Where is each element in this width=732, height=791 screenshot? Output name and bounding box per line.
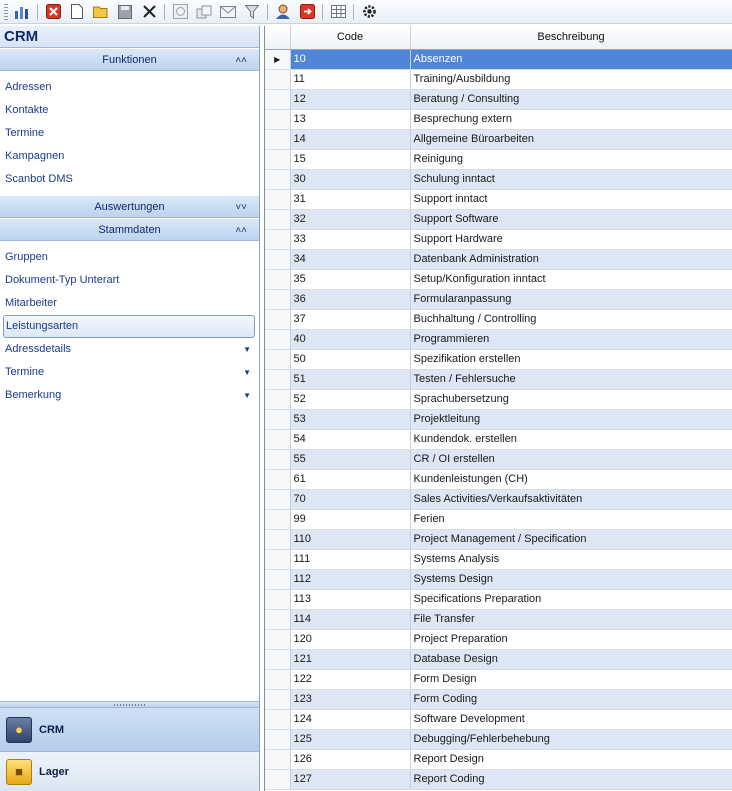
cell-code[interactable]: 12 [290, 89, 410, 109]
nav-item[interactable]: Leistungsarten [3, 315, 255, 338]
section-header-auswertungen[interactable] [0, 195, 259, 218]
cell-beschreibung[interactable]: Spezifikation erstellen [410, 349, 732, 369]
table-row[interactable] [265, 449, 732, 469]
cell-code[interactable]: 33 [290, 229, 410, 249]
cell-code[interactable]: 55 [290, 449, 410, 469]
table-row[interactable] [265, 729, 732, 749]
delete-icon[interactable] [138, 2, 160, 22]
module-label: Lager [39, 765, 69, 778]
cell-beschreibung[interactable]: Report Coding [410, 769, 732, 789]
cell-beschreibung[interactable]: File Transfer [410, 609, 732, 629]
row-header[interactable] [265, 69, 290, 89]
table-row[interactable] [265, 149, 732, 169]
row-header[interactable] [265, 649, 290, 669]
row-header[interactable] [265, 329, 290, 349]
table-row[interactable] [265, 469, 732, 489]
cell-beschreibung[interactable]: Buchhaltung / Controlling [410, 309, 732, 329]
cell-code[interactable]: 32 [290, 209, 410, 229]
cell-beschreibung[interactable]: Debugging/Fehlerbehebung [410, 729, 732, 749]
export-icon[interactable] [296, 2, 318, 22]
table-row[interactable] [265, 229, 732, 249]
row-header[interactable] [265, 209, 290, 229]
cell-code[interactable]: 110 [290, 529, 410, 549]
table-row[interactable] [265, 569, 732, 589]
column-header-beschreibung[interactable]: Beschreibung [410, 26, 732, 49]
table-row[interactable] [265, 329, 732, 349]
table-row[interactable] [265, 769, 732, 789]
row-header[interactable] [265, 749, 290, 769]
funktionen-items [0, 71, 259, 195]
toolbar-grip[interactable] [4, 4, 8, 20]
cell-code[interactable]: 121 [290, 649, 410, 669]
table-row[interactable] [265, 109, 732, 129]
table-row[interactable] [265, 269, 732, 289]
row-header[interactable] [265, 529, 290, 549]
row-header[interactable] [265, 369, 290, 389]
row-header[interactable] [265, 149, 290, 169]
user-icon[interactable] [272, 2, 294, 22]
cell-code[interactable]: 113 [290, 589, 410, 609]
cell-beschreibung[interactable]: Form Coding [410, 689, 732, 709]
section-header-stammdaten[interactable] [0, 218, 259, 241]
cell-beschreibung[interactable]: Report Design [410, 749, 732, 769]
cell-beschreibung[interactable]: Kundenleistungen (CH) [410, 469, 732, 489]
row-header[interactable] [265, 249, 290, 269]
table-row[interactable] [265, 349, 732, 369]
nav-item[interactable]: Gruppen [5, 251, 48, 263]
nav-dropdown-item[interactable] [0, 338, 259, 361]
cell-beschreibung[interactable]: Systems Design [410, 569, 732, 589]
cell-code[interactable]: 34 [290, 249, 410, 269]
collapse-icon[interactable]: ˄˄ [235, 55, 247, 66]
cell-code[interactable]: 126 [290, 749, 410, 769]
grid-body [265, 49, 732, 789]
cell-code[interactable]: 51 [290, 369, 410, 389]
row-header[interactable] [265, 589, 290, 609]
nav-item[interactable]: Dokument-Typ Unterart [5, 274, 120, 286]
cell-code[interactable]: 15 [290, 149, 410, 169]
cell-code[interactable]: 61 [290, 469, 410, 489]
section-label: Auswertungen [94, 201, 165, 213]
cell-code[interactable]: 70 [290, 489, 410, 509]
cell-beschreibung[interactable]: Testen / Fehlersuche [410, 369, 732, 389]
cell-code[interactable]: 37 [290, 309, 410, 329]
grid-icon[interactable] [327, 2, 349, 22]
nav-dropdown-item[interactable] [0, 361, 259, 384]
table-row[interactable] [265, 489, 732, 509]
cell-code[interactable]: 13 [290, 109, 410, 129]
row-header[interactable] [265, 189, 290, 209]
row-header[interactable] [265, 509, 290, 529]
cell-beschreibung[interactable]: Allgemeine Büroarbeiten [410, 129, 732, 149]
row-header[interactable] [265, 409, 290, 429]
module-label: CRM [39, 723, 65, 736]
row-header[interactable] [265, 429, 290, 449]
nav-item[interactable]: Kampagnen [5, 150, 65, 162]
pane-title: CRM [0, 26, 259, 48]
cell-beschreibung[interactable]: Specifications Preparation [410, 589, 732, 609]
row-header[interactable] [265, 349, 290, 369]
cell-beschreibung[interactable]: Support Software [410, 209, 732, 229]
module-button-lager[interactable] [0, 751, 259, 791]
cell-code[interactable]: 40 [290, 329, 410, 349]
email-icon[interactable] [217, 2, 239, 22]
table-row[interactable] [265, 629, 732, 649]
cell-code[interactable]: 99 [290, 509, 410, 529]
settings-icon[interactable] [358, 2, 380, 22]
toolbar-separator [322, 4, 323, 20]
module-button-crm[interactable] [0, 707, 259, 751]
cell-code[interactable]: 125 [290, 729, 410, 749]
cell-code[interactable]: 111 [290, 549, 410, 569]
cell-beschreibung[interactable]: Database Design [410, 649, 732, 669]
crm-module-icon: ● [6, 717, 32, 743]
cell-code[interactable]: 35 [290, 269, 410, 289]
cell-code[interactable]: 10 [290, 49, 410, 69]
cell-code[interactable]: 54 [290, 429, 410, 449]
cell-beschreibung[interactable]: Sales Activities/Verkaufsaktivitäten [410, 489, 732, 509]
row-header[interactable] [265, 469, 290, 489]
stammdaten-items [0, 241, 259, 411]
cell-beschreibung[interactable]: Datenbank Administration [410, 249, 732, 269]
toolbar-separator [267, 4, 268, 20]
row-header[interactable] [265, 449, 290, 469]
cell-code[interactable]: 11 [290, 69, 410, 89]
table-row[interactable] [265, 169, 732, 189]
row-header[interactable] [265, 489, 290, 509]
row-header[interactable] [265, 669, 290, 689]
dropdown-arrow-icon[interactable]: ▼ [243, 345, 251, 354]
cell-code[interactable]: 14 [290, 129, 410, 149]
row-header[interactable] [265, 709, 290, 729]
row-header[interactable] [265, 289, 290, 309]
table-row[interactable] [265, 129, 732, 149]
row-header[interactable]: ▶ [265, 49, 290, 69]
row-header[interactable] [265, 689, 290, 709]
cell-code[interactable]: 36 [290, 289, 410, 309]
cell-code[interactable]: 127 [290, 769, 410, 789]
lager-module-icon: ■ [6, 759, 32, 785]
history-icon[interactable] [169, 2, 191, 22]
cell-beschreibung[interactable]: CR / OI erstellen [410, 449, 732, 469]
toolbar [0, 0, 732, 24]
cell-beschreibung[interactable]: Project Preparation [410, 629, 732, 649]
cell-code[interactable]: 123 [290, 689, 410, 709]
table-row[interactable] [265, 429, 732, 449]
cell-beschreibung[interactable]: Schulung inntact [410, 169, 732, 189]
row-header[interactable] [265, 609, 290, 629]
row-header[interactable] [265, 549, 290, 569]
cell-code[interactable]: 120 [290, 629, 410, 649]
cell-code[interactable]: 50 [290, 349, 410, 369]
save-icon[interactable] [114, 2, 136, 22]
table-row[interactable] [265, 69, 732, 89]
open-folder-icon[interactable] [90, 2, 112, 22]
nav-item-label: Adressdetails [5, 343, 72, 355]
table-row[interactable] [265, 609, 732, 629]
table-row[interactable] [265, 409, 732, 429]
cell-code[interactable]: 31 [290, 189, 410, 209]
navigation-pane [0, 26, 260, 791]
row-header[interactable] [265, 109, 290, 129]
table-row[interactable] [265, 509, 732, 529]
merge-icon[interactable] [193, 2, 215, 22]
nav-item-label: Bemerkung [5, 389, 62, 401]
row-header-corner[interactable] [265, 26, 290, 49]
cell-code[interactable]: 52 [290, 389, 410, 409]
row-header[interactable] [265, 309, 290, 329]
stats-icon[interactable] [11, 2, 33, 22]
row-header[interactable] [265, 569, 290, 589]
cell-beschreibung[interactable]: Kundendok. erstellen [410, 429, 732, 449]
cell-beschreibung[interactable]: Beratung / Consulting [410, 89, 732, 109]
cell-code[interactable]: 112 [290, 569, 410, 589]
cell-code[interactable]: 30 [290, 169, 410, 189]
row-header[interactable] [265, 169, 290, 189]
grid-header-row [265, 26, 732, 49]
table-row[interactable] [265, 669, 732, 689]
nav-item-label: Termine [5, 366, 45, 378]
row-header[interactable] [265, 389, 290, 409]
toolbar-separator [353, 4, 354, 20]
nav-item[interactable]: Termine [5, 127, 45, 139]
table-row[interactable] [265, 589, 732, 609]
table-row[interactable] [265, 49, 732, 69]
table-row[interactable] [265, 249, 732, 269]
nav-dropdown-item[interactable] [0, 384, 259, 407]
table-row[interactable] [265, 549, 732, 569]
cell-code[interactable]: 53 [290, 409, 410, 429]
cell-beschreibung[interactable]: Programmieren [410, 329, 732, 349]
cell-code[interactable]: 122 [290, 669, 410, 689]
cell-beschreibung[interactable]: Software Development [410, 709, 732, 729]
nav-item[interactable]: Scanbot DMS [5, 173, 73, 185]
cell-beschreibung[interactable]: Support Hardware [410, 229, 732, 249]
table-row[interactable] [265, 749, 732, 769]
cell-beschreibung[interactable]: Training/Ausbildung [410, 69, 732, 89]
cell-beschreibung[interactable]: Reinigung [410, 149, 732, 169]
cell-beschreibung[interactable]: Form Design [410, 669, 732, 689]
toolbar-separator [37, 4, 38, 20]
close-red-icon[interactable] [42, 2, 64, 22]
dropdown-arrow-icon[interactable]: ▼ [243, 368, 251, 377]
cell-beschreibung[interactable]: Ferien [410, 509, 732, 529]
cell-beschreibung[interactable]: Project Management / Specification [410, 529, 732, 549]
cell-beschreibung[interactable]: Projektleitung [410, 409, 732, 429]
new-document-icon[interactable] [66, 2, 88, 22]
table-row[interactable] [265, 89, 732, 109]
cell-beschreibung[interactable]: Absenzen [410, 49, 732, 69]
cell-beschreibung[interactable]: Formularanpassung [410, 289, 732, 309]
row-header[interactable] [265, 269, 290, 289]
row-header[interactable] [265, 769, 290, 789]
expand-icon[interactable]: ˅˅ [235, 202, 247, 213]
cell-beschreibung[interactable]: Setup/Konfiguration inntact [410, 269, 732, 289]
toolbar-separator [164, 4, 165, 20]
table-row[interactable] [265, 529, 732, 549]
nav-item[interactable]: Mitarbeiter [5, 297, 57, 309]
row-header[interactable] [265, 229, 290, 249]
cell-code[interactable]: 124 [290, 709, 410, 729]
cell-code[interactable]: 114 [290, 609, 410, 629]
cell-beschreibung[interactable]: Support inntact [410, 189, 732, 209]
table-row[interactable] [265, 369, 732, 389]
section-header-funktionen[interactable] [0, 48, 259, 71]
table-row[interactable] [265, 309, 732, 329]
table-row[interactable] [265, 689, 732, 709]
filter-icon[interactable] [241, 2, 263, 22]
row-header[interactable] [265, 129, 290, 149]
cell-beschreibung[interactable]: Besprechung extern [410, 109, 732, 129]
table-row[interactable] [265, 189, 732, 209]
section-label: Stammdaten [98, 224, 161, 236]
table-row[interactable] [265, 209, 732, 229]
collapse-icon[interactable]: ˄˄ [235, 225, 247, 236]
row-header[interactable] [265, 729, 290, 749]
nav-item[interactable]: Adressen [5, 81, 52, 93]
table-row[interactable] [265, 649, 732, 669]
data-grid [264, 26, 732, 791]
row-header[interactable] [265, 629, 290, 649]
column-header-code[interactable]: Code [290, 26, 410, 49]
cell-beschreibung[interactable]: Sprachubersetzung [410, 389, 732, 409]
table-row[interactable] [265, 389, 732, 409]
table-row[interactable] [265, 289, 732, 309]
nav-item[interactable]: Kontakte [5, 104, 49, 116]
dropdown-arrow-icon[interactable]: ▼ [243, 391, 251, 400]
cell-beschreibung[interactable]: Systems Analysis [410, 549, 732, 569]
table-row[interactable] [265, 709, 732, 729]
row-header[interactable] [265, 89, 290, 109]
section-label: Funktionen [102, 54, 157, 66]
